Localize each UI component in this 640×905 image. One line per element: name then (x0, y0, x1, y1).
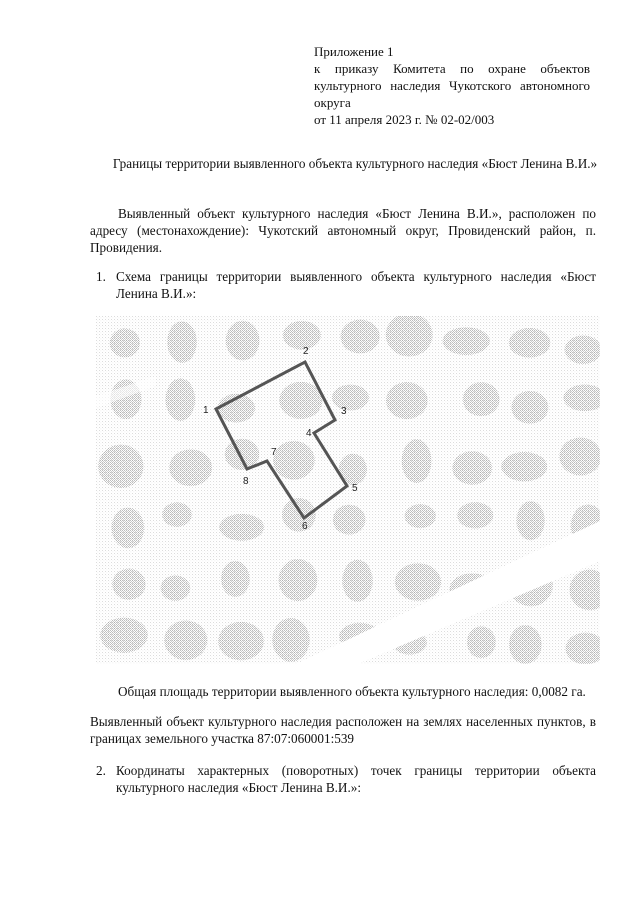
map-blob (509, 328, 550, 358)
map-blob (112, 508, 145, 549)
map-blob (467, 626, 496, 658)
map-blob (279, 559, 318, 601)
section-2-number: 2. (96, 763, 106, 778)
appendix-header (314, 43, 590, 128)
map-blob (279, 382, 322, 419)
point-label-7: 7 (271, 447, 277, 458)
map-blob (457, 502, 493, 528)
map-blob (218, 622, 264, 660)
appendix-date-line: от 11 апреля 2023 г. № 02-02/003 (314, 112, 495, 127)
map-blob (511, 391, 548, 424)
area-paragraph: Общая площадь территории выявленного объекта культурного наследия: 0,0082 га. (118, 684, 586, 699)
map-blob (386, 382, 428, 419)
map-blob (452, 451, 492, 484)
map-blob (501, 452, 547, 481)
point-label-3: 3 (341, 406, 347, 417)
boundary-map-svg (96, 316, 600, 664)
point-label-4: 4 (306, 428, 312, 439)
map-blob (565, 335, 600, 364)
map-blob (342, 560, 372, 602)
map-blob (443, 327, 490, 355)
document-title: Границы территории выявленного объекта культурного наследия «Бюст Ленина В.И.» (112, 156, 598, 171)
map-blob (161, 575, 191, 600)
map-blob (402, 439, 432, 483)
section-1-number: 1. (96, 269, 106, 284)
map-blob (110, 329, 140, 358)
map-blob (283, 321, 321, 350)
map-blob (395, 563, 441, 601)
point-label-1: 1 (203, 405, 209, 416)
map-blob (219, 514, 264, 541)
point-label-6: 6 (302, 521, 308, 532)
map-blob (166, 378, 196, 421)
map-blob (272, 618, 309, 662)
map-blob (167, 321, 197, 363)
map-blob (340, 320, 379, 354)
section-2-text: Координаты характерных (поворотных) точек границы территории объекта культурного наследия «Бюст Ленина В.И.»: (116, 763, 596, 795)
map-blob (162, 502, 192, 526)
map-blob (273, 441, 315, 480)
map-blob (463, 382, 500, 416)
map-blob (112, 569, 145, 600)
map-blob (100, 618, 147, 653)
map-blob (169, 449, 212, 486)
map-blob (517, 501, 545, 540)
map-blob (221, 561, 250, 597)
map-blob (98, 445, 143, 488)
map-blob (509, 625, 542, 664)
section-1-text: Схема границы территории выявленного объекта культурного наследия «Бюст Ленина В.И.»: (116, 269, 596, 301)
appendix-order-line: к приказу Комитета по охране объектов (314, 61, 590, 76)
boundary-map (96, 316, 600, 664)
map-blob (226, 321, 260, 361)
point-label-5: 5 (352, 483, 358, 494)
appendix-label: Приложение 1 (314, 44, 394, 59)
appendix-org-line: культурного наследия Чукотского автономного (314, 78, 590, 93)
point-label-2: 2 (303, 346, 309, 357)
map-blob (405, 504, 436, 528)
land-paragraph: Выявленный объект культурного наследия расположен на землях населенных пунктов, в границах земельного участка 87:07:060001:539 (90, 714, 596, 746)
map-blob (333, 505, 366, 535)
map-blob (559, 437, 600, 475)
map-texture (96, 316, 600, 664)
map-blob (332, 385, 369, 411)
map-blob (164, 620, 207, 660)
intro-paragraph: Выявленный объект культурного наследия «Бюст Ленина В.И.», расположен по адресу (местонахождение): Чукотский автономный округ, Провиденский район, п. Провидения. (90, 206, 596, 255)
point-label-8: 8 (243, 476, 249, 487)
appendix-region-line: округа (314, 95, 351, 110)
